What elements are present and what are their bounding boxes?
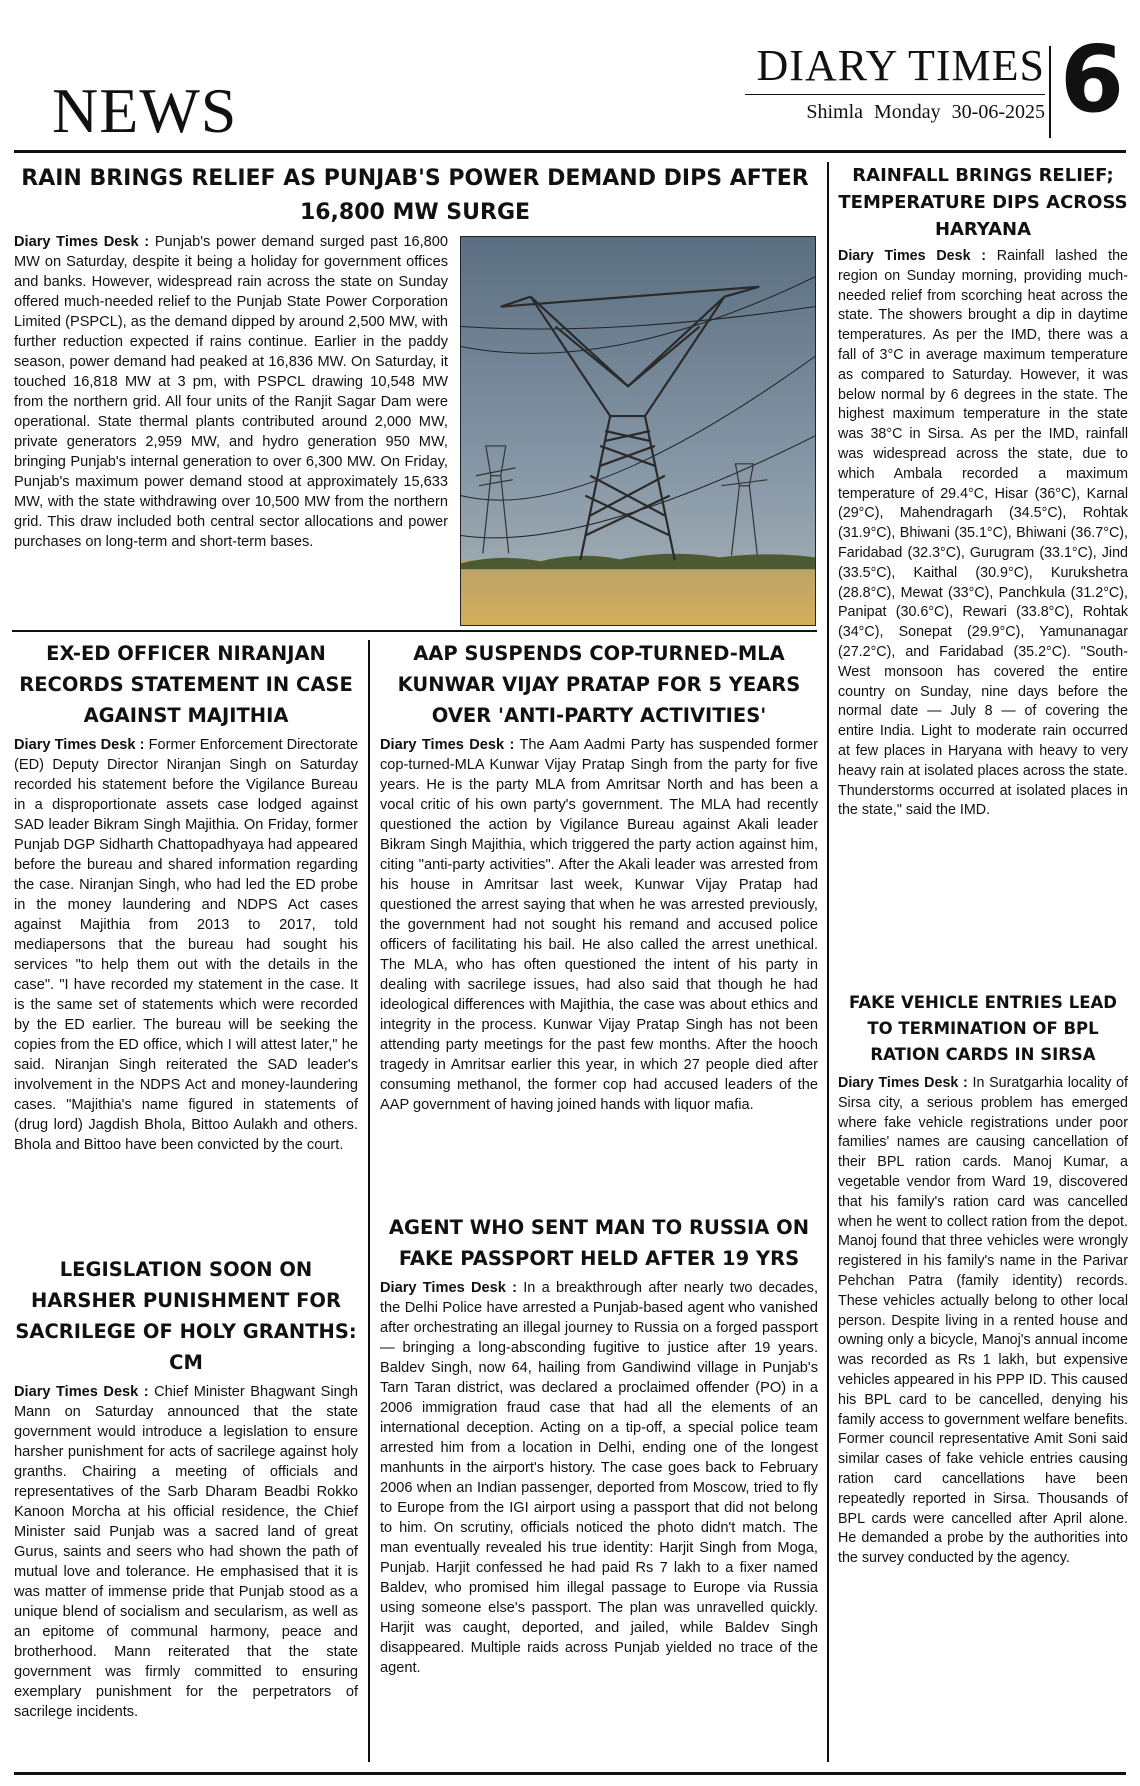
text-power: Punjab's power demand surged past 16,800 MW on Saturday, despite it being a holiday for government offices and banks. However, widespread rain across the state on Sunday offered much-needed relief to the Punjab State Power Corporation Limited (PSPCL), as the demand dipped by around 2,500 MW, with further reduction expected if rains continue. Earlier in the paddy season, power demand had peaked at 16,836 MW. On Saturday, it touched 16,818 MW at 3 pm, with PSPCL drawing 10,548 MW from the northern grid. All four units of the Ranjit Sagar Dam were operational. State thermal plants contributed around 2,000 MW, private generators 2,959 MW, and hydro generation 950 MW, bringing Punjab's internal generation to over 6,300 MW. On Friday, Punjab's maximum power demand stood at approximately 15,633 MW, with the state withdrawing over 10,500 MW from the northern grid. This draw included both central sector allocations and power purchases on long-term and short-term bases. (14, 234, 448, 550)
dateline-sirsa: Diary Times Desk : (838, 1075, 968, 1091)
page-number: 6 (1060, 26, 1125, 133)
date: 30-06-2025 (951, 101, 1045, 123)
newspaper-title: DIARY TIMES (756, 41, 1045, 90)
dateline-ed-officer: Diary Times Desk : (14, 737, 145, 753)
article-aap (380, 638, 818, 1115)
bottom-rule (14, 1772, 1126, 1775)
dateline-power: Diary Times Desk : (14, 234, 150, 250)
headline-haryana: RAINFALL BRINGS RELIEF; TEMPERATURE DIPS ACROSS HARYANA (838, 165, 1128, 240)
photo-image (461, 237, 815, 625)
headline-sirsa: FAKE VEHICLE ENTRIES LEAD TO TERMINATION OF BPL RATION CARDS IN SIRSA (849, 993, 1117, 1064)
column-divider-right (827, 162, 829, 1762)
article-sacrilege (14, 1254, 358, 1722)
headline-ed-officer: EX-ED OFFICER NIRANJAN RECORDS STATEMENT IN CASE AGAINST MAJITHIA (19, 642, 353, 727)
article-sirsa (838, 990, 1128, 1569)
body-ed-officer (14, 735, 358, 1155)
article-haryana (838, 162, 1128, 821)
body-sirsa (838, 1074, 1128, 1569)
article-power (14, 162, 816, 632)
body-haryana (838, 247, 1128, 821)
masthead-divider (1049, 46, 1051, 138)
city: Shimla (806, 101, 863, 123)
day: Monday (874, 101, 941, 123)
masthead-rule (745, 94, 1045, 95)
body-sacrilege (14, 1382, 358, 1722)
headline-russia: AGENT WHO SENT MAN TO RUSSIA ON FAKE PASSPORT HELD AFTER 19 YRS (388, 1216, 810, 1270)
dateline-haryana: Diary Times Desk : (838, 248, 987, 264)
masthead (745, 41, 1045, 124)
text-russia: In a breakthrough after nearly two decades, the Delhi Police have arrested a Punjab-based agent who vanished after orchestrating an illegal journey to Russia on a forged passport — bringing a long-absconding fugitive to justice after 19 years. Baldev Singh, now 64, hailing from Gandiwind village in Punjab's Tarn Taran district, was declared a proclaimed offender (PO) in a 2006 immigration fraud case that had all the elements of an international deception. Acting on a tip-off, a special police team arrested him from a location in Delhi, ending one of the longest manhunts in the airport's history. The case goes back to February 2006 when an Indian passenger, deported from Moscow, tried to fly to Europe from the IGI airport using a passport that did not belong to him. On scrutiny, officials noticed the photo didn't match. The man eventually revealed his true identity: Harjit Singh from Moga, Punjab. Harjit confessed he had paid Rs 7 lakh to a fixer named Baldev, who promised him illegal passage to Europe via Russia using someone else's passport. The plan was unravelled quickly. Harjit was caught, deported, and jailed, while Baldev Singh disappeared. Multiple raids across Punjab yielded no trace of the agent. (380, 1280, 818, 1676)
masthead-dateline (745, 101, 1045, 124)
text-sacrilege: Chief Minister Bhagwant Singh Mann on Saturday announced that the state government would introduce a legislation to ensure harsher punishment for acts of sacrilege against holy granths. Chairing a meeting of officials and representatives of the Sarb Dharam Beadbi Rokko Kanoon Morcha at his official residence, the Chief Minister said Punjab was a sacred land of great Gurus, saints and seers who had shown the path of mutual love and tolerance. He emphasised that it is was matter of immense pride that Punjab stood as a unique blend of socialism and secularism, as well as an epitome of communal harmony, peace and brotherhood. Mann reiterated that the state government was firmly committed to ensuring exemplary punishment for the perpetrators of sacrilege incidents. (14, 1384, 358, 1720)
body-russia (380, 1278, 818, 1678)
section-label: NEWS (52, 75, 238, 146)
text-sirsa: In Suratgarhia locality of Sirsa city, a serious problem has emerged where fake vehicle registrations under poor families' names are causing cancellation of their BPL ration cards. Manoj Kumar, a vegetable vendor from Ward 19, discovered that his family's ration card was cancelled when he went to collect ration from the depot. Manoj found that three vehicles were wrongly registered in his family's name in the Parivar Pehchan Patra (family identity) records. These vehicles actually belong to other local person. Despite living in a rented house and owning only a bicycle, Manoj's annual income was recorded as Rs 1 lakh, but expensive vehicles appeared in his PPP ID. This caused his BPL card to be cancelled, denying his family access to government welfare benefits. Former council representative Amit Soni said similar cases of fake vehicle entries causing ration card cancellations have been repeatedly reported in Sirsa. Thousands of BPL cards were cancelled after April alone. He demanded a probe by the authorities into the survey conducted by the agency. (838, 1075, 1128, 1567)
text-aap: The Aam Aadmi Party has suspended former cop-turned-MLA Kunwar Vijay Pratap Singh from the party for five years. He is the party MLA from Amritsar North and has been a vocal critic of his own party's government. The MLA had recently questioned the action by Vigilance Bureau against Akali leader Bikram Singh Majithia, which triggered the party action against him, citing "anti-party activities". After the Akali leader was arrested from his house in Amritsar last week, Kunwar Vijay Pratap had questioned the arrest saying that when he was arrested previously, the government had not sought his remand and accused police officers of facilitating his bail. He also called the arrest unethical. The MLA, who has often questioned the intent of his party in dealing with sacrilege issues, had also said that though he had ideological differences with Majithia, the case was about ethics and integrity in the process. Kunwar Vijay Pratap Singh has not been attending party meetings for the past few months. After the hooch tragedy in Amritsar earlier this year, in which 27 people died after consuming methanol, the former cop had accused leaders of the AAP government of having joined hands with liquor mafia. (380, 737, 818, 1113)
dateline-sacrilege: Diary Times Desk : (14, 1384, 149, 1400)
text-ed-officer: Former Enforcement Directorate (ED) Deputy Director Niranjan Singh on Saturday recorded his statement before the Vigilance Bureau in a disproportionate assets case lodged against SAD leader Bikram Singh Majithia. On Friday, former Punjab DGP Sidharth Chattopadhyaya had appeared before the bureau and shared information regarding the case. Niranjan Singh, who had led the ED probe in the money laundering and NDPS Act cases against Majithia from 2013 to 2017, told mediapersons that the bureau had sought his services "to help them out with the details in the case". "I have recorded my statement in the case. It is the same set of statements which were recorded by the ED earlier. The bureau will be seeking the copies from the ED office, which I will attest later," he said. Niranjan Singh reiterated the SAD leader's involvement in the NDPS Act and money-laundering cases. "Majithia's name figured in statements of (drug lord) Jagdish Bhola, Bittoo Aulakh and others. Bhola and Bittoo have been convicted by the court. (14, 737, 358, 1153)
column-divider-left (368, 640, 370, 1762)
transmission-tower-photo (460, 236, 816, 626)
headline-sacrilege: LEGISLATION SOON ON HARSHER PUNISHMENT FOR SACRILEGE OF HOLY GRANTHS: CM (15, 1258, 357, 1374)
dateline-russia: Diary Times Desk : (380, 1280, 517, 1296)
article-ed-officer (14, 638, 358, 1155)
article-russia (380, 1212, 818, 1678)
headline-power: RAIN BRINGS RELIEF AS PUNJAB'S POWER DEMAND DIPS AFTER 16,800 MW SURGE (21, 166, 809, 225)
headline-aap: AAP SUSPENDS COP-TURNED-MLA KUNWAR VIJAY PRATAP FOR 5 YEARS OVER 'ANTI-PARTY ACTIVITIES' (397, 642, 801, 727)
dateline-aap: Diary Times Desk : (380, 737, 515, 753)
body-aap (380, 735, 818, 1115)
text-haryana: Rainfall lashed the region on Sunday morning, providing much-needed relief from scorching heat across the state. The showers brought a dip in daytime temperatures. As per the IMD, there was a fall of 3°C in average maximum temperature as compared to Saturday. However, it was below normal by 6 degrees in the state. The highest maximum temperature in the state was 38°C in Sirsa. As per the IMD, rainfall was widespread across the state, due to which Ambala recorded a maximum temperature of 29.4°C, Hisar (36°C), Karnal (29°C), Mahendragarh (34.5°C), Rohtak (31.9°C), Bhiwani (35.1°C), Bhiwani (36.7°C), Faridabad (32.3°C), Gurugram (33.1°C), Jind (33.5°C), Kaithal (30.9°C), Kurukshetra (28.8°C), Mewat (33°C), Panchkula (31.2°C), Panipat (30.6°C), Rewari (33.8°C), Rohtak (34°C), Sonepat (29.9°C), Yamunanagar (27.2°C), and Faridabad (35.2°C). "South-West monsoon has covered the entire country on Sunday, nine days before the normal date — July 8 — of covering the entire India. Light to moderate rain occurred at few places in Haryana with heavy to very heavy rain at isolated places across the state. Thunderstorms occurred at isolated places in the state," said the IMD. (838, 248, 1128, 819)
top-rule (14, 150, 1126, 153)
